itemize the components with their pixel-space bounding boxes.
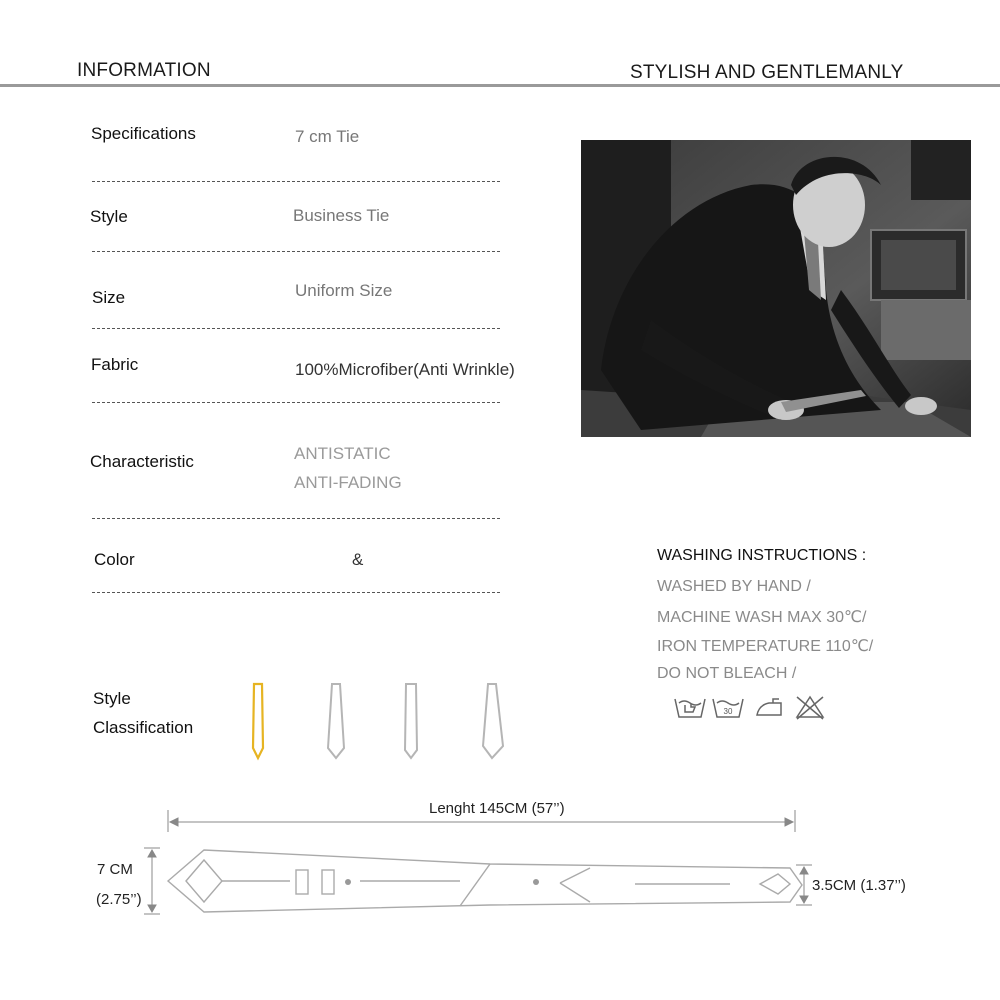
narrow-width-label: 3.5CM (1.37’’): [812, 877, 906, 894]
characteristic-label: Characteristic: [90, 452, 194, 471]
spec-divider: [92, 251, 500, 252]
wash-instruction-machine: MACHINE WASH MAX 30℃/: [657, 609, 867, 626]
spec-divider: [92, 592, 500, 593]
slogan-title: STYLISH AND GENTLEMANLY: [630, 62, 904, 83]
information-title: INFORMATION: [77, 60, 211, 81]
size-label: Size: [92, 288, 126, 307]
spec-divider: [92, 402, 500, 403]
tailor-photo: [581, 140, 971, 437]
tie-slim-icon: [328, 684, 344, 758]
tie-straight-icon: [405, 684, 417, 758]
size-value: Uniform Size: [295, 281, 393, 300]
wide-width-label: 7 CM: [97, 861, 133, 878]
wide-width-inches-label: (2.75’’): [96, 891, 142, 908]
characteristic-value-antistatic: ANTISTATIC: [294, 444, 391, 463]
spec-divider: [92, 328, 500, 329]
fabric-label: Fabric: [91, 355, 139, 374]
color-value: &: [352, 550, 364, 569]
spec-divider: [92, 181, 500, 182]
washing-instructions-title: WASHING INSTRUCTIONS :: [657, 547, 867, 564]
specifications-label: Specifications: [91, 124, 196, 143]
style-classification-line2: Classification: [93, 718, 194, 737]
style-label: Style: [90, 207, 128, 226]
wash-instruction-bleach: DO NOT BLEACH /: [657, 665, 797, 682]
characteristic-value-anti-fading: ANTI-FADING: [294, 473, 402, 492]
fabric-value: 100%Microfiber(Anti Wrinkle): [295, 360, 515, 379]
color-label: Color: [94, 550, 135, 569]
tie-shape-options: [240, 680, 520, 765]
header-divider: [0, 84, 1000, 87]
style-classification-label: [93, 684, 193, 742]
spec-divider: [92, 518, 500, 519]
specifications-value: 7 cm Tie: [295, 127, 360, 146]
iron-icon: [757, 699, 781, 715]
tie-classic-icon: [483, 684, 503, 758]
care-icons: [673, 693, 833, 723]
wash-instruction-iron: IRON TEMPERATURE 110℃/: [657, 638, 874, 655]
tie-skinny-icon: [253, 684, 263, 758]
length-label: Lenght 145CM (57’’): [429, 800, 565, 817]
machine-wash-temp: 30: [723, 707, 733, 716]
style-classification-line1: Style: [93, 689, 131, 708]
hand-wash-icon: [675, 699, 705, 717]
wash-instruction-hand: WASHED BY HAND /: [657, 578, 811, 595]
no-bleach-icon: [797, 697, 823, 719]
style-value: Business Tie: [293, 206, 390, 225]
